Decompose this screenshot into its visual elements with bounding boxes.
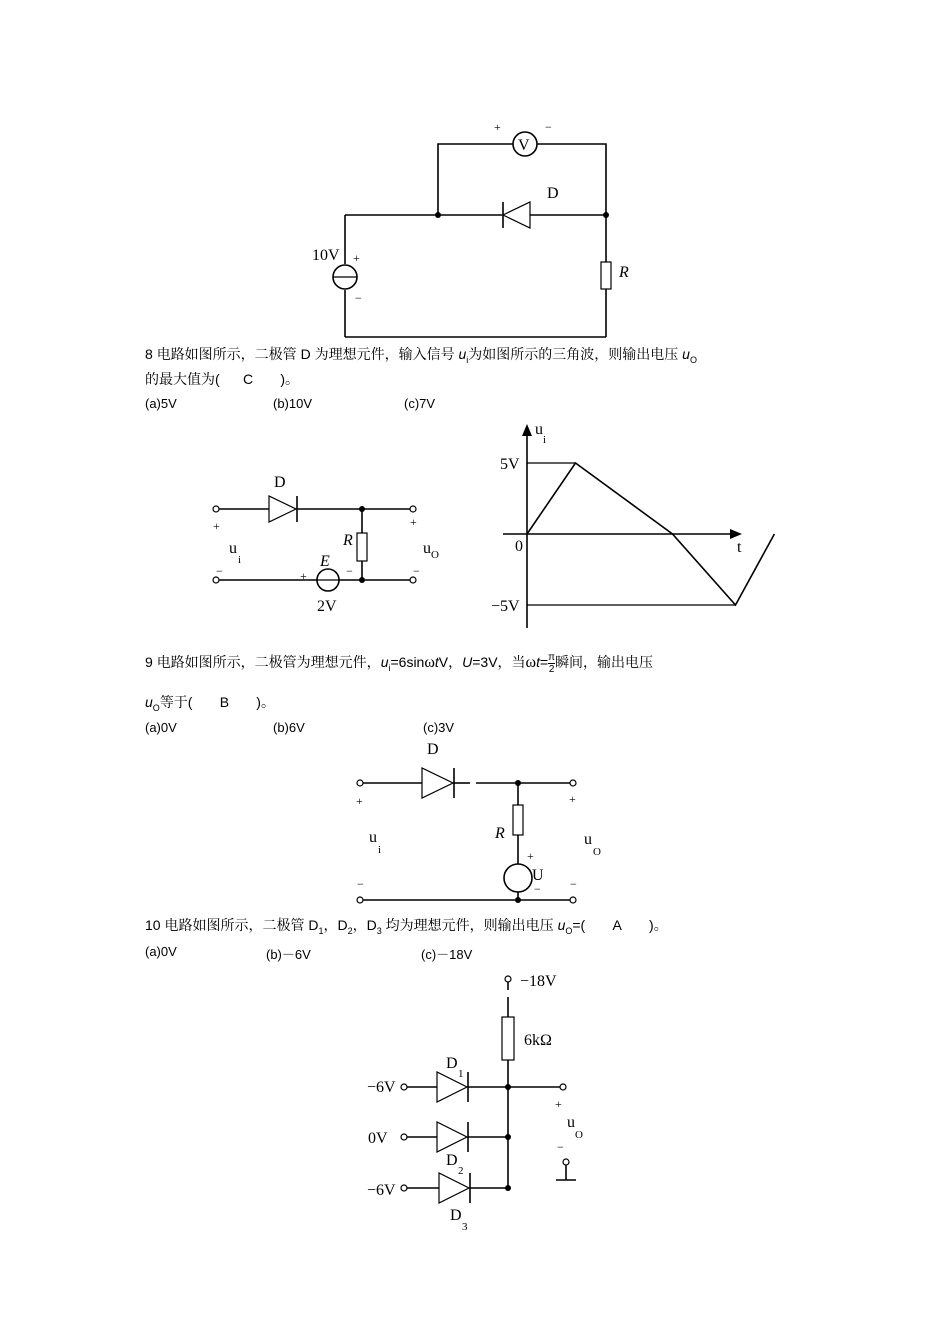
q9-source-minus: − <box>534 882 541 896</box>
q10-comma1: ， <box>323 917 338 933</box>
q8-ui-sub: i <box>466 355 469 365</box>
q8-uo-sub: O <box>689 355 697 365</box>
q10-in2-label: 0V <box>368 1130 388 1147</box>
q8-uo-label: u <box>423 540 431 557</box>
q10-in1-label: −6V <box>367 1079 396 1096</box>
q9-t: t <box>434 654 439 671</box>
q10-d2-symbol <box>437 1122 468 1152</box>
voltmeter-minus: − <box>545 120 552 134</box>
q8-option-b[interactable]: (b)10V <box>273 396 313 411</box>
q10-d1: D <box>308 917 319 933</box>
q8-ui-sub-label: i <box>238 554 242 566</box>
y-axis-sub: i <box>543 434 547 446</box>
q8-text-1: 电路如图所示，二极管 <box>156 346 297 362</box>
q8-output-plus: + <box>410 515 417 529</box>
q8-resistor-label: R <box>343 532 353 549</box>
q10-number: 10 <box>145 917 161 933</box>
q10-resistor-label: 6kΩ <box>524 1032 552 1049</box>
q8-source-minus: − <box>346 564 353 578</box>
q10-supply-label: −18V <box>520 973 557 990</box>
q10-resistor-symbol <box>502 1017 514 1060</box>
q8-text-5: )。 <box>280 371 300 387</box>
q9-eq: = <box>539 654 549 671</box>
q9-diode-label: D <box>427 741 439 758</box>
q9-uo: u <box>145 694 153 710</box>
resistor-label: R <box>619 264 629 281</box>
q10-uo-sub-label: O <box>575 1129 583 1141</box>
x-axis-label: t <box>737 539 742 556</box>
origin-label: 0 <box>515 538 523 555</box>
q10-d2-sub: 2 <box>347 926 353 936</box>
q8-uo: u <box>682 346 690 362</box>
diode-label: D <box>547 185 559 202</box>
q10-option-c[interactable]: (c)－18V <box>421 947 473 962</box>
q9-resistor-label: R <box>495 825 505 842</box>
q10-text-3: =( <box>572 917 586 933</box>
q9-ui-sub-label: i <box>378 844 382 856</box>
ymin-tick-label: −5V <box>491 598 520 615</box>
q9-option-c[interactable]: (c)3V <box>423 720 455 735</box>
q10-option-a[interactable]: (a)0V <box>145 944 177 959</box>
q9-ui: u <box>380 654 389 671</box>
q8-text-3: 为如图所示的三角波，则输出电压 <box>468 346 679 362</box>
q8-number: 8 <box>145 346 153 362</box>
q9-text-4: )。 <box>256 694 275 710</box>
q10-uo-sub: O <box>565 926 573 936</box>
q10-d2-label: D <box>446 1152 458 1169</box>
q8-input-minus: − <box>216 564 223 578</box>
q9-input-minus: − <box>357 877 364 891</box>
q9-source-plus: + <box>527 849 534 863</box>
source-plus: + <box>353 251 360 265</box>
q10-d3-symbol <box>439 1173 470 1203</box>
q9-pi: π <box>548 652 556 663</box>
source-minus: − <box>355 291 362 305</box>
q9-expr: =6sin <box>390 654 425 671</box>
voltmeter-label: V <box>518 137 530 154</box>
q8-source-value: 2V <box>317 598 337 615</box>
q9-U-val: =3V，当 <box>472 654 526 671</box>
q8-ui: u <box>458 346 467 362</box>
q10-d1-sub: 1 <box>318 926 324 936</box>
q10-d3-sub: 3 <box>376 926 382 936</box>
q9-uo-label: u <box>584 831 592 848</box>
q8-answer: C <box>243 371 254 387</box>
q10-in3-label: −6V <box>367 1182 396 1199</box>
q8-diode: D <box>300 346 311 362</box>
y-axis-label: u <box>535 421 543 438</box>
q10-text-4: )。 <box>649 917 668 933</box>
q9-option-a[interactable]: (a)0V <box>145 720 177 735</box>
q8-ui-label: u <box>229 540 237 557</box>
q8-option-c[interactable]: (c)7V <box>404 396 436 411</box>
q8-input-plus: + <box>213 519 220 533</box>
q9-text-1: 电路如图所示，二极管为理想元件， <box>156 654 381 671</box>
q10-d2-sub-label: 2 <box>458 1165 464 1177</box>
q9-uo-sub: O <box>152 703 160 713</box>
q8-output-minus: − <box>413 564 420 578</box>
q8-uo-sub-label: O <box>431 549 439 561</box>
q9-ui-sub: i <box>388 663 391 674</box>
q10-d3-sub-label: 3 <box>462 1221 468 1233</box>
q10-comma2: ， <box>352 917 367 933</box>
q10-text-2: 均为理想元件，则输出电压 <box>385 917 554 933</box>
q9-text-2: 瞬间，输出电压 <box>555 654 654 671</box>
q8-diode-label: D <box>274 474 286 491</box>
q9-uo-sub-label: O <box>593 846 601 858</box>
q9-input-plus: + <box>356 794 363 808</box>
q10-text-1: 电路如图所示，二极管 <box>164 917 305 933</box>
q10-d3-label: D <box>450 1207 462 1224</box>
q9-omega2: ω <box>525 654 537 672</box>
q9-output-plus: + <box>569 792 576 806</box>
q9-output-minus: − <box>570 877 577 891</box>
voltmeter-plus: + <box>494 120 501 134</box>
q9-omega: ω <box>424 654 435 672</box>
q10-out-minus: − <box>557 1140 564 1154</box>
q9-unit: V， <box>438 654 463 671</box>
q8-text-4: 的最大值为( <box>145 371 220 387</box>
q9-t2: t <box>536 654 540 671</box>
q10-answer: A <box>612 917 622 933</box>
q10-out-plus: + <box>555 1097 562 1111</box>
ymax-tick-label: 5V <box>500 456 520 473</box>
q10-uo-label: u <box>567 1114 575 1131</box>
q9-ui-label: u <box>369 829 377 846</box>
q10-option-b[interactable]: (b)－6V <box>266 947 311 962</box>
q9-option-b[interactable]: (b)6V <box>273 720 305 735</box>
q9-answer: B <box>219 694 230 710</box>
q9-source-label: U <box>532 867 544 884</box>
q8-option-a[interactable]: (a)5V <box>145 396 177 411</box>
q8-text-2: 为理想元件，输入信号 <box>314 346 455 362</box>
q9-text-3: 等于( <box>159 694 193 710</box>
q10-d2: D <box>337 917 348 933</box>
source-label: 10V <box>312 247 340 264</box>
q10-d3: D <box>366 917 377 933</box>
q8-source-label: E <box>320 553 330 570</box>
q10-d1-label: D <box>446 1055 458 1072</box>
q8-source-plus: + <box>300 569 307 583</box>
q9-number: 9 <box>145 654 153 671</box>
q10-uo: u <box>557 917 566 933</box>
q10-d1-sub-label: 1 <box>458 1068 464 1080</box>
q9-U: U <box>462 654 473 671</box>
q9-two: 2 <box>548 664 555 675</box>
